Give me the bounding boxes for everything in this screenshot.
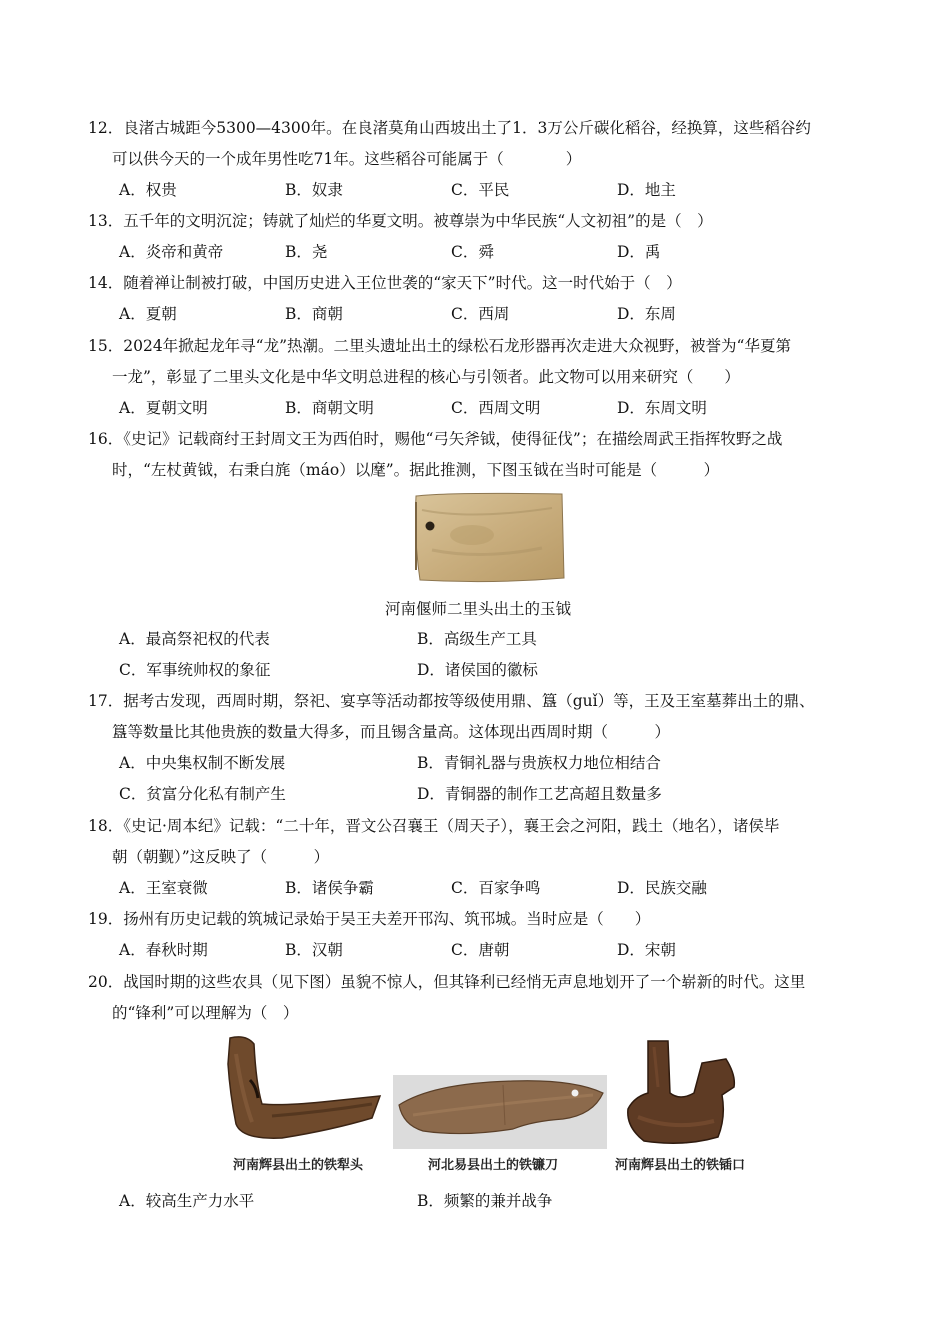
question-16: [88, 424, 868, 486]
option-d[interactable]: D．禹: [617, 243, 661, 261]
option-c[interactable]: C．唐朝: [451, 941, 510, 959]
option-b[interactable]: B．青铜礼器与贵族权力地位相结合: [417, 754, 661, 772]
figure-caption-spade: 河南辉县出土的铁锸口: [615, 1158, 746, 1173]
option-c[interactable]: C．军事统帅权的象征: [119, 661, 271, 679]
question-20-options: [88, 1186, 868, 1217]
option-c[interactable]: C．舜: [451, 243, 494, 261]
question-16-stem-cont: 时，“左杖黄钺，右秉白旄（máo）以麾”。据此推测，下图玉钺在当时可能是（ ）: [112, 461, 720, 479]
option-d[interactable]: D．宋朝: [617, 941, 676, 959]
question-18-stem: 18．《史记·周本纪》记载：“二十年，晋文公召襄王（周天子），襄王会之河阳，践土（地名），诸侯毕: [88, 817, 780, 835]
question-13-stem: 13．五千年的文明沉淀；铸就了灿烂的华夏文明。被尊崇为中华民族“人文初祖”的是（ ）: [88, 212, 713, 230]
iron-spade-edge-image: [614, 1037, 746, 1149]
question-14: [88, 268, 868, 330]
option-a[interactable]: A．权贵: [119, 181, 177, 199]
question-16-stem: 16．《史记》记载商纣王封周文王为西伯时，赐他“弓矢斧钺，使得征伐”；在描绘周武王指挥牧野之战: [88, 430, 783, 448]
option-a[interactable]: A．最高祭祀权的代表: [119, 630, 270, 648]
figure-caption-sickle: 河北易县出土的铁镰刀: [428, 1158, 559, 1173]
figure-caption-plough: 河南辉县出土的铁犁头: [233, 1158, 364, 1173]
option-d[interactable]: D．东周: [617, 305, 676, 323]
option-a[interactable]: A．夏朝: [119, 305, 177, 323]
question-13-options: [88, 237, 868, 268]
option-c[interactable]: C．西周文明: [451, 399, 541, 417]
figure-caption-yue: 河南偃师二里头出土的玉钺: [384, 600, 571, 618]
question-18: [88, 811, 868, 904]
option-d[interactable]: D．地主: [617, 181, 676, 199]
question-16-options-row2: [88, 655, 868, 686]
question-16-options-block: [88, 624, 868, 686]
question-12-stem-cont: 可以供今天的一个成年男性吃71年。这些稻谷可能属于（ ）: [112, 150, 582, 168]
question-15-stem: 15．2024年掀起龙年寻“龙”热潮。二里头遗址出土的绿松石龙形器再次走进大众视野，被誉为“华夏第: [88, 337, 791, 355]
question-18-stem-cont: 朝（朝觐）”这反映了（ ）: [112, 848, 330, 866]
option-c[interactable]: C．百家争鸣: [451, 879, 541, 897]
question-17-stem: 17．据考古发现，西周时期，祭祀、宴享等活动都按等级使用鼎、簋（guǐ）等，王及王室墓葬出土的鼎、: [88, 692, 815, 710]
question-15-options: [88, 393, 868, 424]
option-a[interactable]: A．中央集权制不断发展: [119, 754, 286, 772]
question-17-options-row1: [88, 748, 868, 779]
question-12-stem: 12．良渚古城距今5300—4300年。在良渚莫角山西坡出土了1．3万公斤碳化稻谷，经换算，这些稻谷约: [88, 119, 811, 137]
iron-plough-head-image: [222, 1034, 384, 1146]
jade-yue-axe-image: [412, 490, 566, 586]
option-d[interactable]: D．诸侯国的徽标: [417, 661, 538, 679]
option-d[interactable]: D．青铜器的制作工艺高超且数量多: [417, 785, 662, 803]
option-a[interactable]: A．较高生产力水平: [119, 1192, 255, 1210]
option-b[interactable]: B．奴隶: [285, 181, 343, 199]
option-b[interactable]: B．汉朝: [285, 941, 343, 959]
question-19: [88, 904, 868, 966]
option-b[interactable]: B．商朝: [285, 305, 343, 323]
question-18-options: [88, 873, 868, 904]
option-a[interactable]: A．王室衰微: [119, 879, 208, 897]
question-12-options: [88, 175, 868, 206]
question-17-stem-cont: 簋等数量比其他贵族的数量大得多，而且锡含量高。这体现出西周时期（ ）: [112, 723, 671, 741]
question-19-options: [88, 935, 868, 966]
question-20-stem-cont: 的“锋利”可以理解为（ ）: [112, 1004, 299, 1022]
option-d[interactable]: D．民族交融: [617, 879, 707, 897]
question-15: [88, 331, 868, 424]
question-12: [88, 113, 868, 206]
question-20-options-row1: [88, 1186, 868, 1217]
option-c[interactable]: C．贫富分化私有制产生: [119, 785, 286, 803]
question-17: [88, 686, 868, 810]
option-a[interactable]: A．夏朝文明: [119, 399, 208, 417]
option-a[interactable]: A．炎帝和黄帝: [119, 243, 224, 261]
question-14-stem: 14．随着禅让制被打破，中国历史进入王位世袭的“家天下”时代。这一时代始于（ ）: [88, 274, 682, 292]
question-20: [88, 967, 868, 1029]
question-14-options: [88, 299, 868, 330]
option-c[interactable]: C．西周: [451, 305, 510, 323]
option-b[interactable]: B．诸侯争霸: [285, 879, 374, 897]
option-b[interactable]: B．尧: [285, 243, 328, 261]
option-a[interactable]: A．春秋时期: [119, 941, 208, 959]
question-15-stem-cont: 一龙”，彰显了二里头文化是中华文明总进程的核心与引领者。此文物可以用来研究（ ）: [112, 368, 740, 386]
question-20-stem: 20．战国时期的这些农具（见下图）虽貌不惊人，但其锋利已经悄无声息地划开了一个崭新的时代。这里: [88, 973, 806, 991]
option-c[interactable]: C．平民: [451, 181, 510, 199]
option-b[interactable]: B．高级生产工具: [417, 630, 537, 648]
option-d[interactable]: D．东周文明: [617, 399, 707, 417]
iron-sickle-image: [393, 1075, 607, 1149]
question-16-options-row1: [88, 624, 868, 655]
question-17-options-row2: [88, 779, 868, 810]
option-b[interactable]: B．商朝文明: [285, 399, 374, 417]
question-13: [88, 206, 868, 268]
question-19-stem: 19．扬州有历史记载的筑城记录始于吴王夫差开邗沟、筑邗城。当时应是（ ）: [88, 910, 651, 928]
option-b[interactable]: B．频繁的兼并战争: [417, 1192, 553, 1210]
